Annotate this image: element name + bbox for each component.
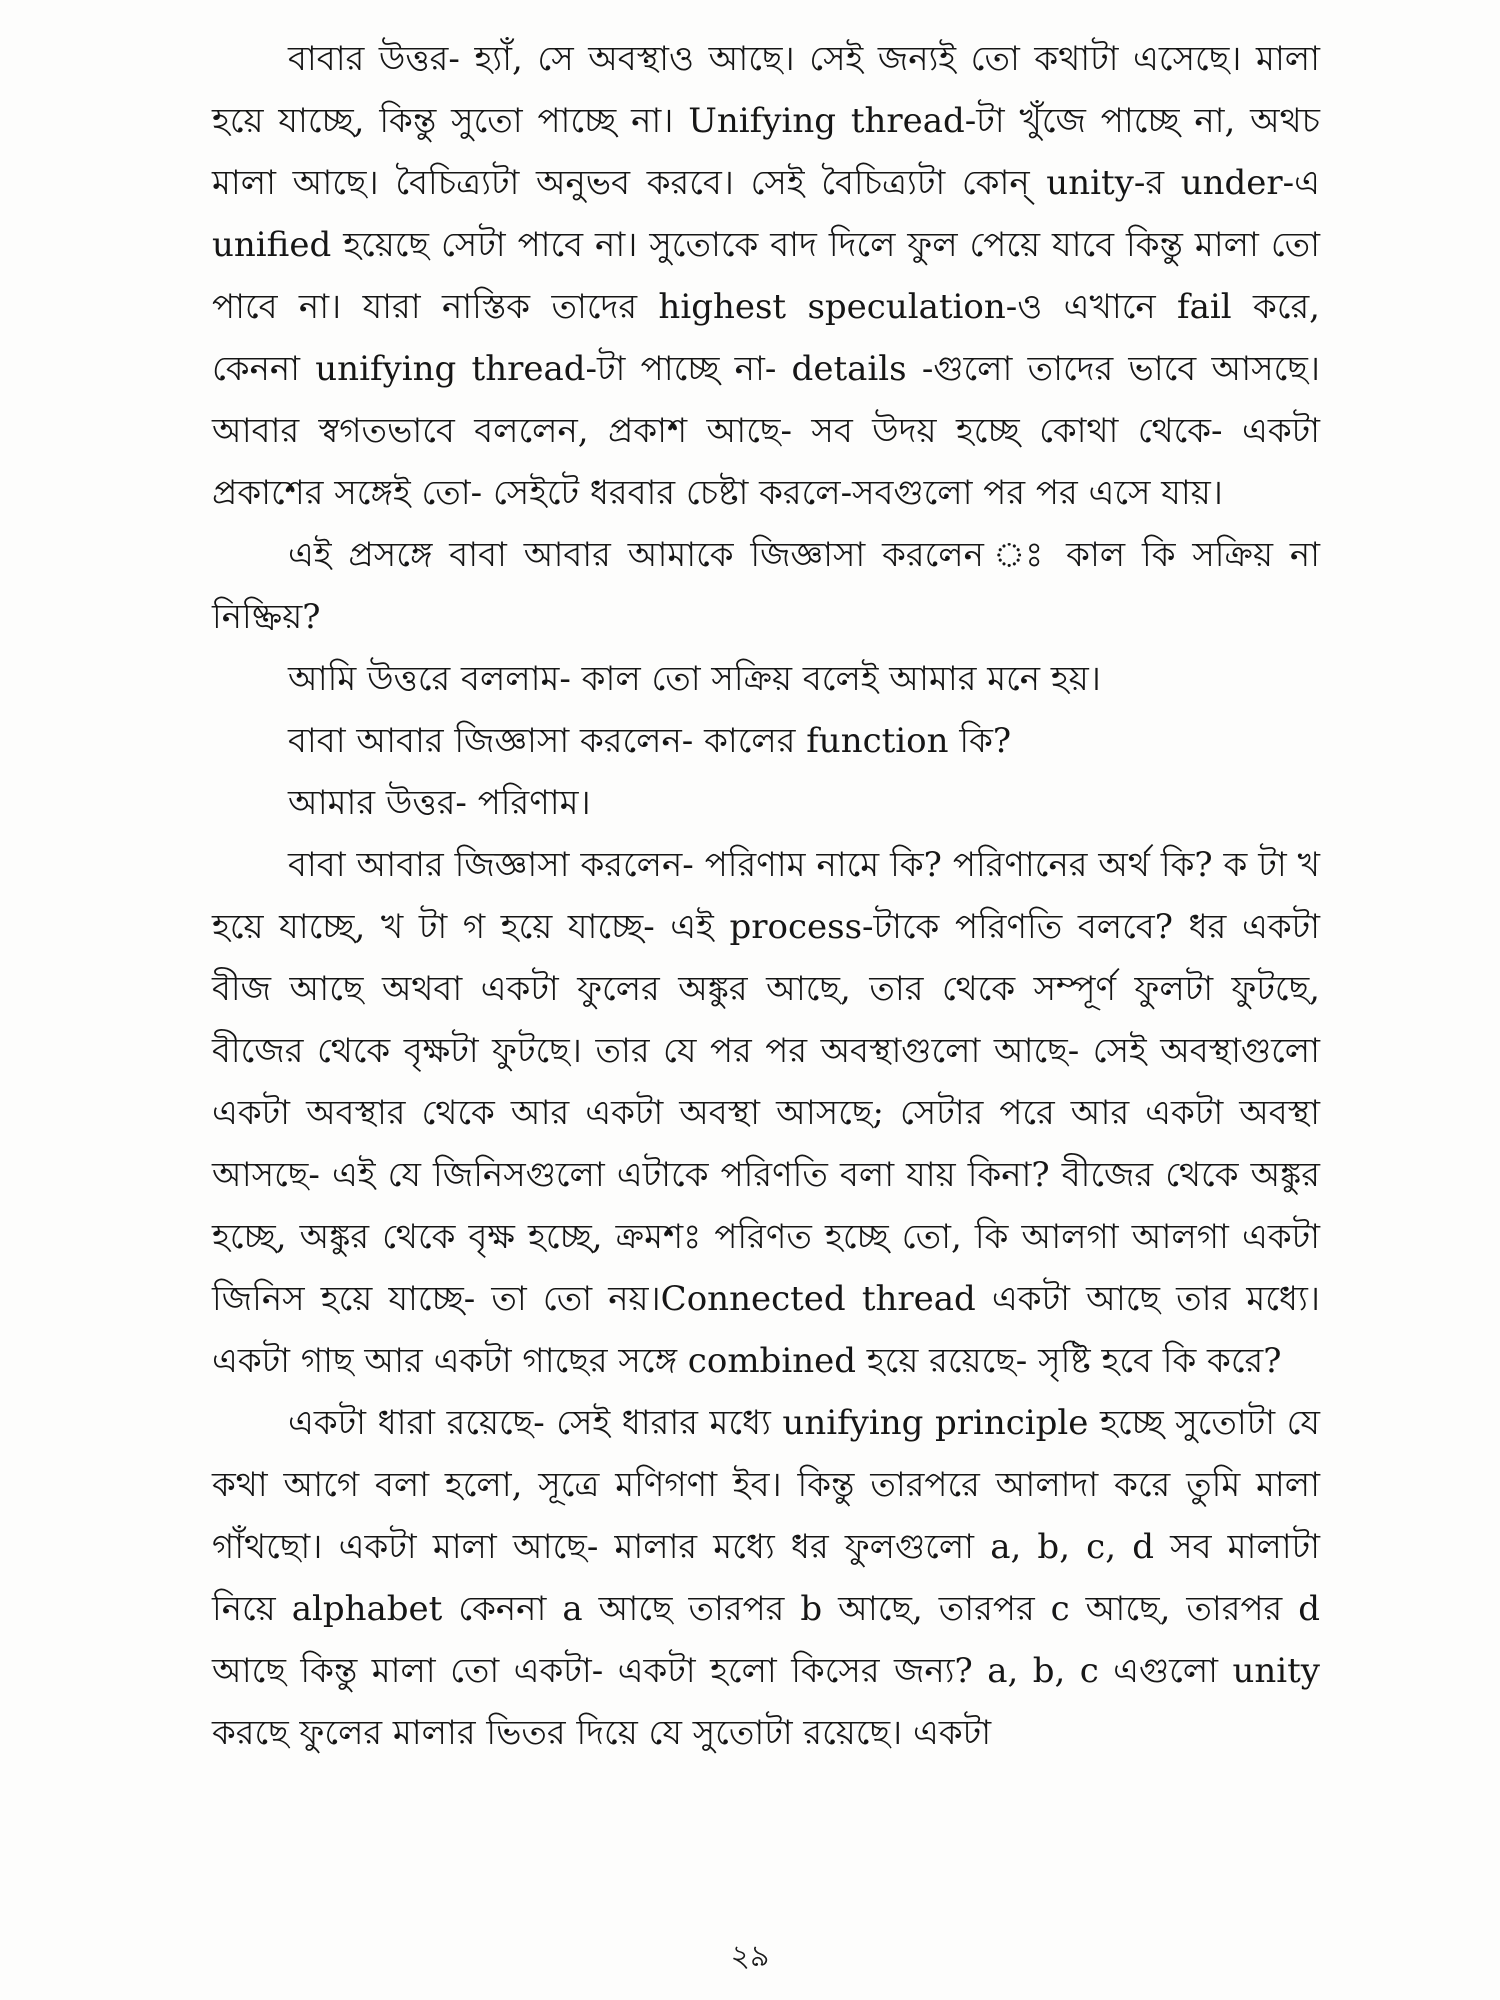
paragraph-6: বাবা আবার জিজ্ঞাসা করলেন- পরিণাম নামে কি? পরিণানের অর্থ কি? ক টা খ হয়ে যাচ্ছে, খ টা গ হয়ে যাচ্ছে- এই process-টাকে পরিণতি বলবে? ধর একটা বীজ আছে অথবা একটা ফুলের অঙ্কুর আছে, তার থেকে সম্পূর্ণ ফুলটা ফুটছে, বীজের থেকে বৃক্ষটা ফুটছে। তার যে পর পর অবস্থাগুলো আছে- সেই অবস্থাগুলো একটা অবস্থার থেকে আর একটা অবস্থা আসছে; সেটার পরে আর একটা অবস্থা আসছে- এই যে জিনিসগুলো এটাকে পরিণতি বলা যায় কিনা? বীজের থেকে অঙ্কুর হচ্ছে, অঙ্কুর থেকে বৃক্ষ হচ্ছে, ক্রমশঃ পরিণত হচ্ছে তো, কি আলগা আলগা একটা জিনিস হয়ে যাচ্ছে- তা তো নয়।Connected thread একটা আছে তার মধ্যে। একটা গাছ আর একটা গাছের সঙ্গে combined হয়ে রয়েছে- সৃষ্টি হবে কি করে? bbox=[212, 845, 1320, 1381]
paragraph-2: এই প্রসঙ্গে বাবা আবার আমাকে জিজ্ঞাসা করলেন ঃ কাল কি সক্রিয় না নিষ্ক্রিয়? bbox=[212, 535, 1320, 637]
paragraph-4: বাবা আবার জিজ্ঞাসা করলেন- কালের function কি? bbox=[288, 721, 1012, 761]
paragraph-3: আমি উত্তরে বললাম- কাল তো সক্রিয় বলেই আমার মনে হয়। bbox=[288, 659, 1101, 699]
paragraph-1: বাবার উত্তর- হ্যাঁ, সে অবস্থাও আছে। সেই জন্যই তো কথাটা এসেছে। মালা হয়ে যাচ্ছে, কিন্তু সুতো পাচ্ছে না। Unifying thread-টা খুঁজে পাচ্ছে না, অথচ মালা আছে। বৈচিত্র্যটা অনুভব করবে। সেই বৈচিত্র্যটা কোন্ unity-র under-এ unified হয়েছে সেটা পাবে না। সুতোকে বাদ দিলে ফুল পেয়ে যাবে কিন্তু মালা তো পাবে না। যারা নাস্তিক তাদের highest speculation-ও এখানে fail করে, কেননা unifying thread-টা পাচ্ছে না- details -গুলো তাদের ভাবে আসছে। আবার স্বগতভাবে বললেন, প্রকাশ আছে- সব উদয় হচ্ছে কোথা থেকে- একটা প্রকাশের সঙ্গেই তো- সেইটে ধরবার চেষ্টা করলে-সবগুলো পর পর এসে যায়। bbox=[212, 39, 1320, 513]
page-number: ২৯ bbox=[730, 1939, 770, 1974]
paragraph-5: আমার উত্তর- পরিণাম। bbox=[288, 783, 591, 823]
body-text bbox=[212, 28, 1320, 1764]
paragraph-7: একটা ধারা রয়েছে- সেই ধারার মধ্যে unifying principle হচ্ছে সুতোটা যে কথা আগে বলা হলো, সূত্রে মণিগণা ইব। কিন্তু তারপরে আলাদা করে তুমি মালা গাঁথছো। একটা মালা আছে- মালার মধ্যে ধর ফুলগুলো a, b, c, d সব মালাটা নিয়ে alphabet কেননা a আছে তারপর b আছে, তারপর c আছে, তারপর d আছে কিন্তু মালা তো একটা- একটা হলো কিসের জন্য? a, b, c এগুলো unity করছে ফুলের মালার ভিতর দিয়ে যে সুতোটা রয়েছে। একটা bbox=[212, 1403, 1320, 1753]
